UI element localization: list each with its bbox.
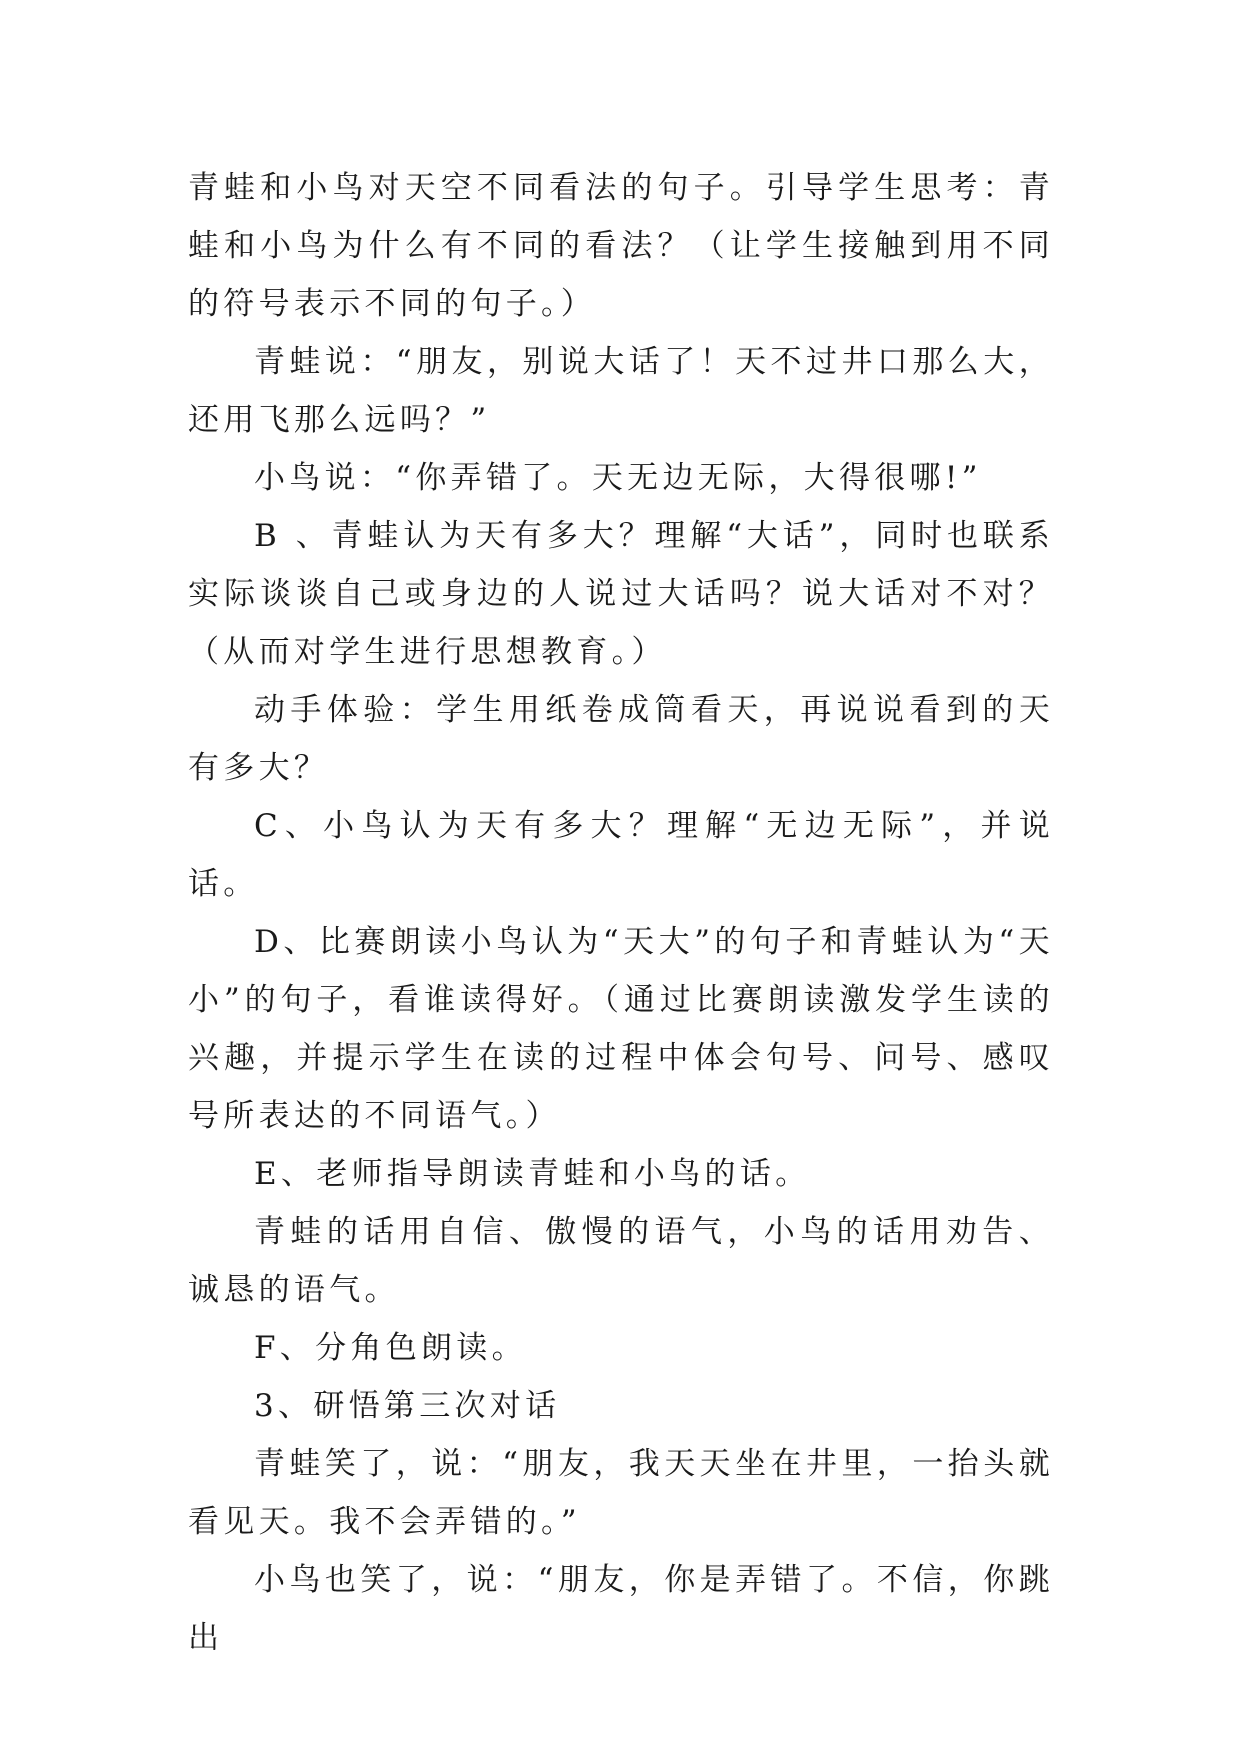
paragraph: 青蛙说：“朋友，别说大话了！天不过井口那么大，还用飞那么远吗？” [188, 344, 1054, 438]
paragraph: 青蛙的话用自信、傲慢的语气，小鸟的话用劝告、诚恳的语气。 [188, 1214, 1054, 1308]
paragraph: 动手体验：学生用纸卷成筒看天，再说说看到的天有多大？ [188, 692, 1054, 786]
paragraph: C、小鸟认为天有多大？理解“无边无际”，并说话。 [188, 808, 1054, 902]
paragraph: 小鸟也笑了，说：“朋友，你是弄错了。不信，你跳出 [188, 1562, 1054, 1656]
paragraph: B 、青蛙认为天有多大？理解“大话”，同时也联系实际谈谈自己或身边的人说过大话吗？说大话对不对？（从而对学生进行思想教育。） [188, 518, 1054, 670]
paragraph: E、老师指导朗读青蛙和小鸟的话。 [254, 1156, 811, 1192]
paragraph: 3、研悟第三次对话 [254, 1388, 561, 1424]
paragraph: F、分角色朗读。 [254, 1330, 527, 1366]
paragraph: D、比赛朗读小鸟认为“天大”的句子和青蛙认为“天小”的句子，看谁读得好。（通过比赛朗读激发学生读的兴趣，并提示学生在读的过程中体会句号、问号、感叹号所表达的不同语气。） [188, 924, 1054, 1134]
body-text [188, 159, 1054, 1667]
paragraph: 青蛙和小鸟对天空不同看法的句子。引导学生思考：青蛙和小鸟为什么有不同的看法？（让学生接触到用不同的符号表示不同的句子。） [188, 170, 1054, 322]
paragraph: 小鸟说：“你弄错了。天无边无际，大得很哪!” [254, 460, 982, 496]
paragraph: 青蛙笑了，说：“朋友，我天天坐在井里，一抬头就看见天。我不会弄错的。” [188, 1446, 1054, 1540]
